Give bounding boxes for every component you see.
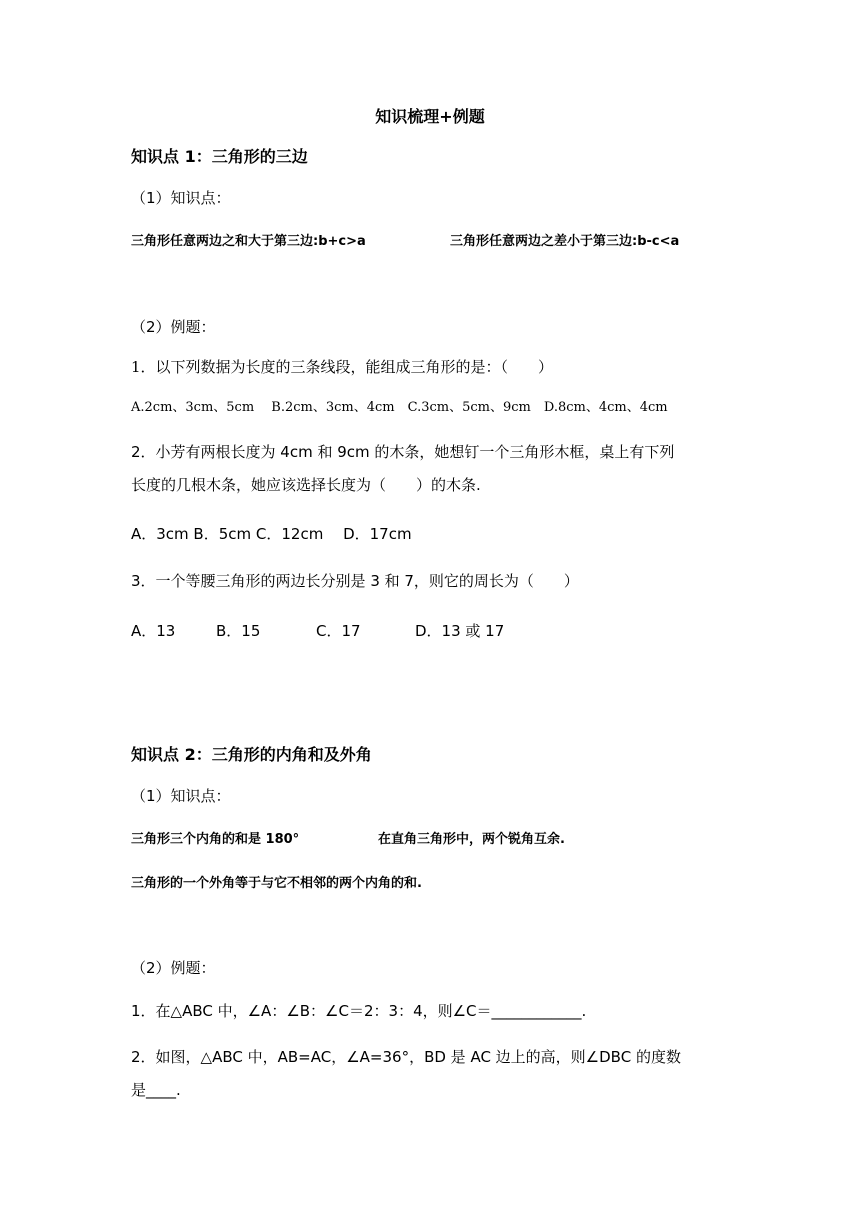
s2-question-1: 1．在△ABC 中，∠A：∠B：∠C＝2：3：4，则∠C＝____________. bbox=[131, 1002, 587, 1020]
s1-question-2-line1: 2．小芳有两根长度为 4cm 和 9cm 的木条，她想钉一个三角形木框，桌上有下列 bbox=[131, 443, 675, 461]
s2-question-2-line1: 2．如图，△ABC 中，AB=AC，∠A=36°，BD 是 AC 边上的高，则∠DBC 的度数 bbox=[131, 1048, 681, 1066]
s1-question-3-option-b: B．15 bbox=[216, 622, 261, 640]
s1-question-1: 1．以下列数据为长度的三条线段，能组成三角形的是：（ ） bbox=[131, 358, 554, 376]
s1-question-3: 3．一个等腰三角形的两边长分别是 3 和 7，则它的周长为（ ） bbox=[131, 572, 579, 590]
section1-knowledge-label: （1）知识点： bbox=[131, 189, 231, 207]
s2-question-2-line2: 是____. bbox=[131, 1081, 181, 1099]
s1-question-1-options: A.2cm、3cm、5cm B.2cm、3cm、4cm C.3cm、5cm、9cm D.8cm、4cm、4cm bbox=[131, 400, 668, 415]
s1-question-2-line2: 长度的几根木条，她应该选择长度为（ ）的木条. bbox=[131, 476, 481, 494]
rule-two-sides-difference: 三角形任意两边之差小于第三边:b-c<a bbox=[450, 234, 680, 249]
section2-knowledge-label: （1）知识点： bbox=[131, 787, 231, 805]
section1-examples-label: （2）例题： bbox=[131, 318, 216, 336]
page-title: 知识梳理+例题 bbox=[375, 107, 485, 126]
section2-heading: 知识点 2：三角形的内角和及外角 bbox=[131, 745, 372, 764]
rule-exterior-angle: 三角形的一个外角等于与它不相邻的两个内角的和. bbox=[131, 876, 422, 891]
s1-question-3-option-c: C．17 bbox=[316, 622, 361, 640]
rule-right-triangle: 在直角三角形中，两个锐角互余. bbox=[378, 832, 565, 847]
s1-question-3-option-d: D．13 或 17 bbox=[415, 622, 505, 640]
section2-examples-label: （2）例题： bbox=[131, 959, 216, 977]
s1-question-3-option-a: A．13 bbox=[131, 622, 176, 640]
rule-two-sides-sum: 三角形任意两边之和大于第三边:b+c>a bbox=[131, 234, 366, 249]
rule-interior-angle-sum: 三角形三个内角的和是 180° bbox=[131, 832, 300, 847]
s1-question-2-options: A．3cm B．5cm C．12cm D．17cm bbox=[131, 525, 412, 543]
section1-heading: 知识点 1：三角形的三边 bbox=[131, 147, 308, 166]
